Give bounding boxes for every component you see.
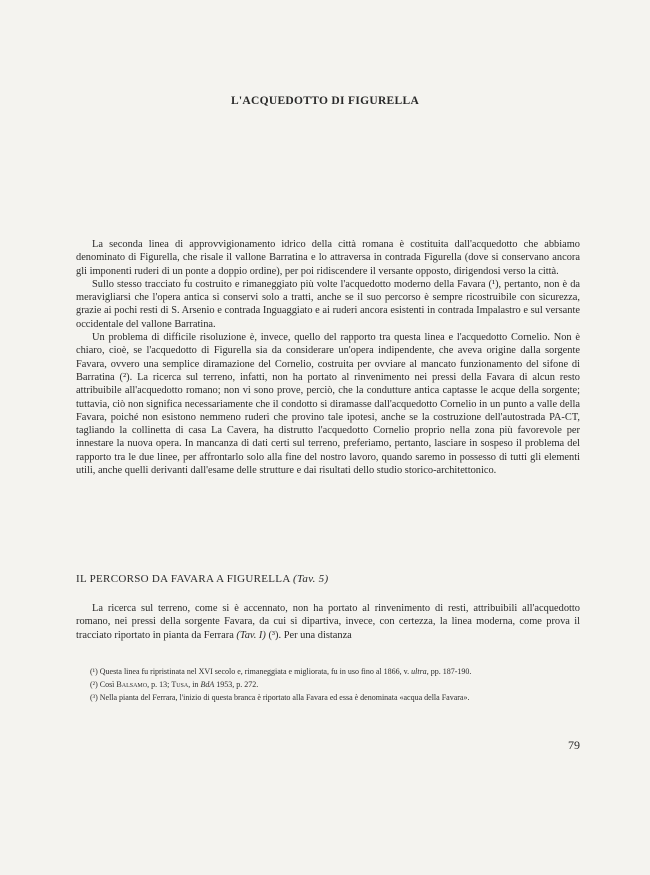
paragraph-3: Un problema di difficile risoluzione è, invece, quello del rapporto tra questa linea e l'acquedotto Cornelio. Non è chiaro, cioè, se l'acquedotto di Figurella sia da considerare un'opera indipendente, che aveva origine dalla sorgente Favara, ovvero una semplice diramazione del Cornelio, costruita per ovviare al mancato funzionamento del sifone di Barratina (²). La ricerca sul terreno, infatti, non ha portato al rinvenimento nei pressi della Favara di alcun resto attribuibile all'acquedotto romano; non vi sono prove, perciò, che la condutture antica captasse le acque della sorgente; tuttavia, ciò non significa necessariamente che il condotto si diramasse dall'acquedotto Cornelio in un punto a valle della Favara, poiché non esistono nemmeno ruderi che provino tale ipotesi, anche se la costruzione dell'autostrada PA-CT, tagliando la collinetta di casa La Cavera, ha distrutto l'acquedotto Cornelio proprio nella zona più favorevole per innestare la nuova opera. In mancanza di dati certi sul terreno, preferiamo, pertanto, lasciare in sospeso il problema del rapporto tra le due linee, per affrontarlo solo alla fine del nostro lavoro, quando saremo in possesso di tutti gli elementi utili, anche quelli derivanti dall'esame delle strutture e dai risultati dello studio storico-architettonico. xyxy=(76,332,580,477)
footnote-2-author2: Tusa xyxy=(171,680,189,689)
footnote-1-text: Questa linea fu ripristinata nel XVI secolo e, rimaneggiata e migliorata, fu in uso fino al 1866, v. xyxy=(99,667,410,676)
footnote-2-mark: (²) xyxy=(90,680,98,689)
footnote-2-author1: Balsamo xyxy=(116,680,148,689)
footnote-2-text4: 1953, p. 272. xyxy=(216,680,259,689)
footnote-2 xyxy=(76,679,580,690)
footnote-2-text1: Così xyxy=(99,680,115,689)
section-body xyxy=(76,602,580,642)
footnote-1 xyxy=(76,666,580,677)
paragraph-1: La seconda linea di approvvigionamento idrico della città romana è costituita dall'acquedotto che abbiamo denominato di Figurella, che risale il vallone Barratina e lo attraversa in contrada Figurella (dove si conservano ancora gli imponenti ruderi di un ponte a doppio ordine), per poi ridiscendere il versante opposto, dirigendosi verso la città. xyxy=(76,239,580,277)
section-paragraph-before: La ricerca sul terreno, come si è accennato, non ha portato al rinvenimento di resti, attribuibili all'acquedotto romano, nei pressi della sorgente Favara, da cui si dipartiva, invece, con certezza, la linea moderna, come prova il tracciato riportato in pianta da Ferrara xyxy=(76,603,580,641)
footnote-2-text3: , in xyxy=(188,680,199,689)
footnote-2-text2: , p. 13; xyxy=(147,680,170,689)
section-heading-text: IL PERCORSO DA FAVARA A FIGURELLA xyxy=(76,573,290,585)
footnote-1-ultra: ultra xyxy=(411,667,427,676)
footnote-3 xyxy=(76,692,580,703)
body-text xyxy=(76,238,580,477)
section-paragraph-after: (³). Per una distanza xyxy=(268,629,352,641)
chapter-title: L'ACQUEDOTTO DI FIGURELLA xyxy=(230,95,420,107)
section-heading-tav: (Tav. 5) xyxy=(293,573,329,585)
page-number: 79 xyxy=(568,738,580,752)
footnote-1-pages: , pp. 187-190. xyxy=(426,667,472,676)
paragraph-2: Sullo stesso tracciato fu costruito e rimaneggiato più volte l'acquedotto moderno della Favara (¹), pertanto, non è da meravigliarsi che l'opera antica si conservi solo a tratti, anche se il suo percorso è sempre ricostruibile con sicurezza, grazie ai pochi resti di S. Arsenio e contrada Inguaggiato e ai ruderi ancora esistenti in contrada Impalastro e sul versante occidentale del vallone Barratina. xyxy=(76,278,580,330)
section-paragraph xyxy=(76,602,580,642)
section-heading xyxy=(76,573,580,585)
footnote-1-mark: (¹) xyxy=(90,667,98,676)
footnote-3-mark: (³) xyxy=(90,693,98,702)
section-paragraph-tav: (Tav. I) xyxy=(236,629,266,641)
footnote-3-text: Nella pianta del Ferrara, l'inizio di questa branca è riportato alla Favara ed essa è denominata «acqua della Favara». xyxy=(99,693,470,702)
footnote-2-journal: BdA xyxy=(200,680,215,689)
footnotes xyxy=(76,666,580,705)
